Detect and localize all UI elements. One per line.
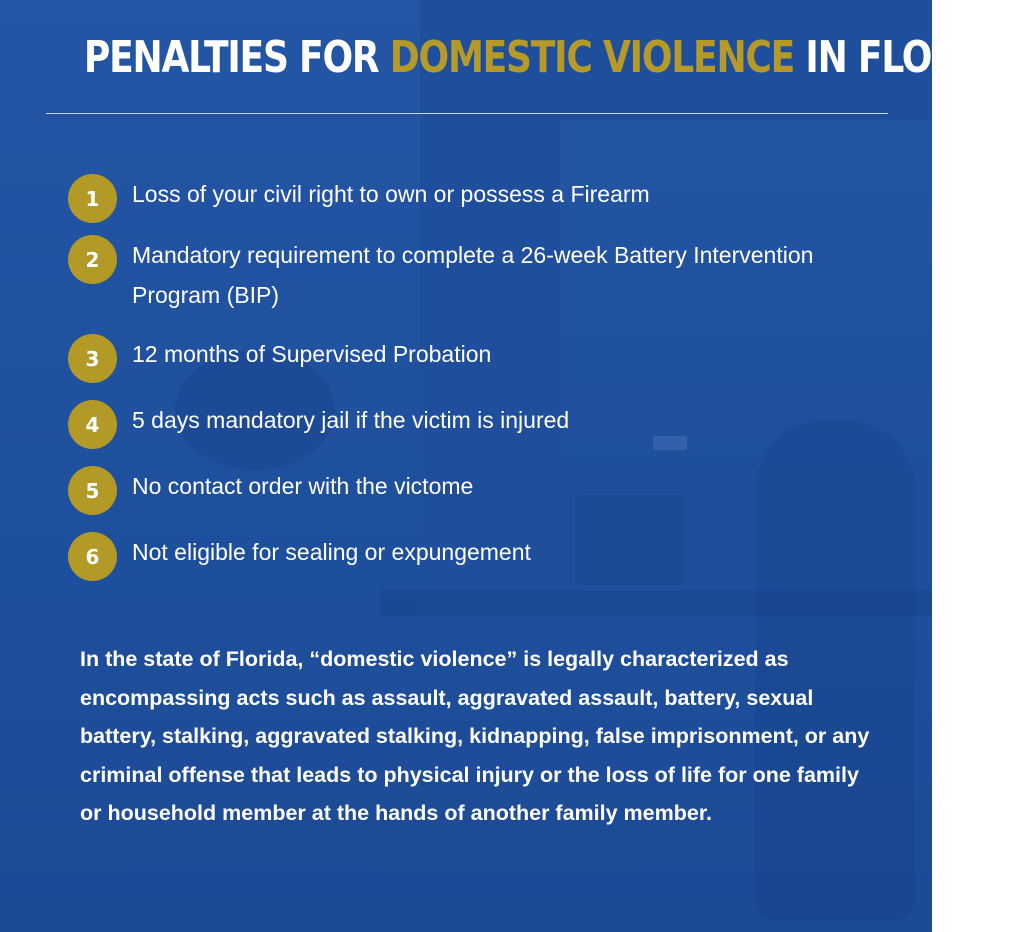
title-accent: DOMESTIC VIOLENCE	[389, 32, 795, 83]
number-badge: 1	[68, 174, 117, 223]
page-title	[83, 32, 1025, 83]
list-item	[68, 466, 872, 515]
number-badge: 6	[68, 532, 117, 581]
title-part-2: IN FLORIDA	[794, 32, 1025, 83]
list-item-text: 12 months of Supervised Probation	[132, 341, 492, 367]
list-item	[68, 174, 872, 223]
list-item-text: 5 days mandatory jail if the victim is injured	[132, 407, 570, 433]
description-paragraph: In the state of Florida, “domestic violence” is legally characterized as encompassing acts such as assault, aggravated assault, battery, sexual battery, stalking, aggravated stalking, kidnapping, false imprisonment, or any criminal offense that leads to physical injury or the loss of life for one family or household member at the hands of another family member.	[80, 647, 870, 826]
number-badge: 3	[68, 334, 117, 383]
list-item-text: Mandatory requirement to complete a 26-week Battery Intervention Program (BIP)	[132, 242, 814, 308]
list-item	[68, 235, 872, 315]
number-badge: 2	[68, 235, 117, 284]
list-item	[68, 334, 872, 383]
list-item-text: Loss of your civil right to own or possess a Firearm	[132, 181, 650, 207]
title-divider	[46, 113, 888, 114]
title-part-1: PENALTIES FOR	[83, 32, 390, 83]
number-badge: 4	[68, 400, 117, 449]
list-item	[68, 400, 872, 449]
number-badge: 5	[68, 466, 117, 515]
list-item	[68, 532, 872, 581]
list-item-text: Not eligible for sealing or expungement	[132, 539, 531, 565]
list-item-text: No contact order with the victome	[132, 473, 474, 499]
